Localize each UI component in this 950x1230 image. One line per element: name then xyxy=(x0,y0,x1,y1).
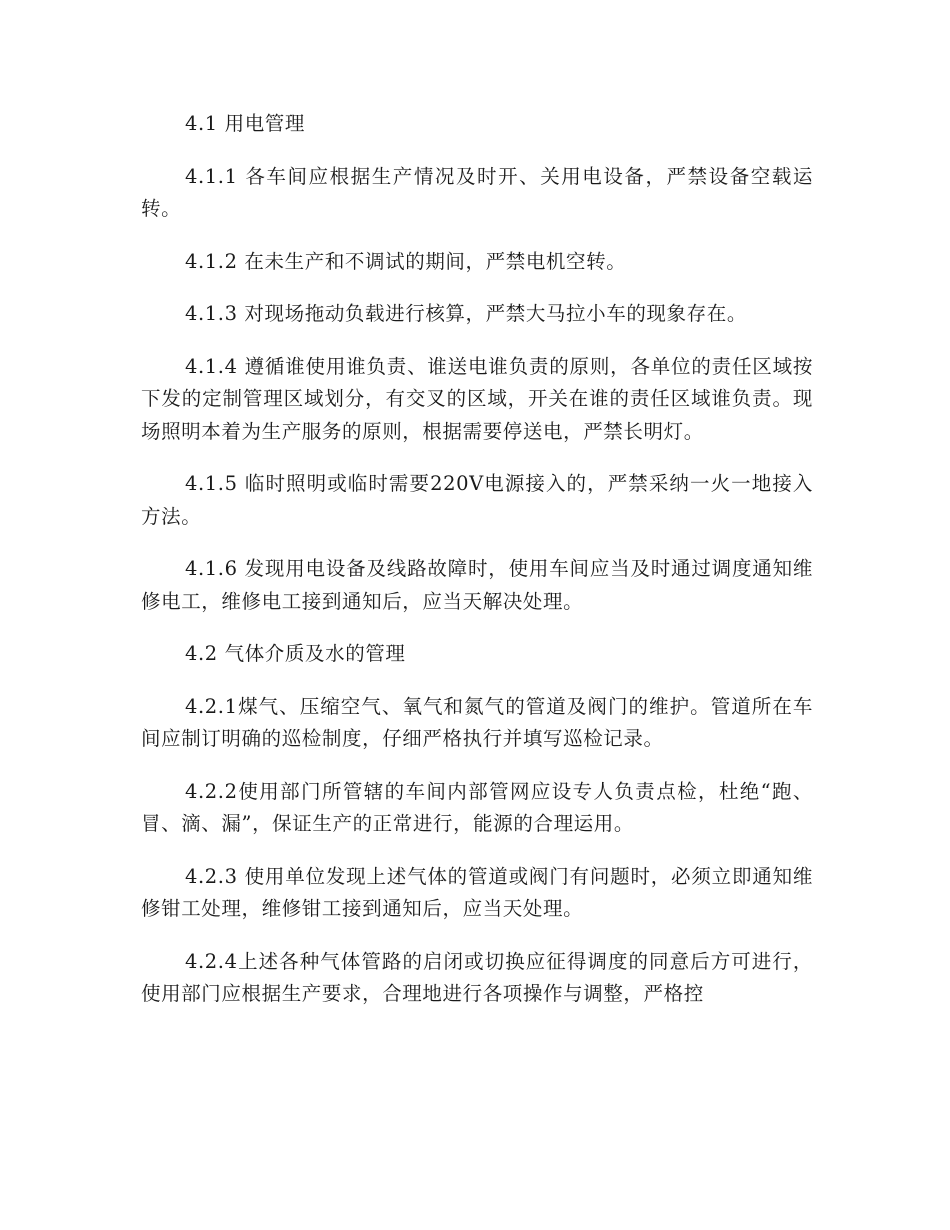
paragraph-4-1-1: 4.1.1 各车间应根据生产情况及时开、关用电设备，严禁设备空载运转。 xyxy=(141,164,813,220)
paragraph-4-2-1: 4.2.1煤气、压缩空气、氧气和氮气的管道及阀门的维护。管道所在车间应制订明确的巡检制度，仔细严格执行并填写巡检记录。 xyxy=(141,694,813,750)
document-body xyxy=(141,108,813,1031)
paragraph-4-1-4: 4.1.4 遵循谁使用谁负责、谁送电谁负责的原则，各单位的责任区域按下发的定制管理区域划分，有交叉的区域，开关在谁的责任区域谁负责。现场照明本着为生产服务的原则，根据需要停送电，严禁长明灯。 xyxy=(141,354,813,443)
paragraph-4-1-6: 4.1.6 发现用电设备及线路故障时，使用车间应当及时通过调度通知维修电工，维修电工接到通知后，应当天解决处理。 xyxy=(141,557,813,613)
paragraph-4-1-5: 4.1.5 临时照明或临时需要220V电源接入的，严禁采纳一火一地接入方法。 xyxy=(141,472,813,528)
paragraph-4-1-3: 4.1.3 对现场拖动负载进行核算，严禁大马拉小车的现象存在。 xyxy=(185,302,747,325)
paragraph-4-2-3: 4.2.3 使用单位发现上述气体的管道或阀门有问题时，必须立即通知维修钳工处理，维修钳工接到通知后，应当天处理。 xyxy=(141,864,813,920)
paragraph-4-1-2: 4.1.2 在未生产和不调试的期间，严禁电机空转。 xyxy=(185,249,627,273)
section-heading-4-1: 4.1 用电管理 xyxy=(185,112,306,135)
section-heading-4-2: 4.2 气体介质及水的管理 xyxy=(185,642,406,665)
paragraph-4-2-2: 4.2.2使用部门所管辖的车间内部管网应设专人负责点检，杜绝“跑、冒、滴、漏”，保证生产的正常进行，能源的合理运用。 xyxy=(141,779,813,835)
paragraph-4-2-4: 4.2.4上述各种气体管路的启闭或切换应征得调度的同意后方可进行，使用部门应根据生产要求，合理地进行各项操作与调整，严格控 xyxy=(141,949,813,1005)
